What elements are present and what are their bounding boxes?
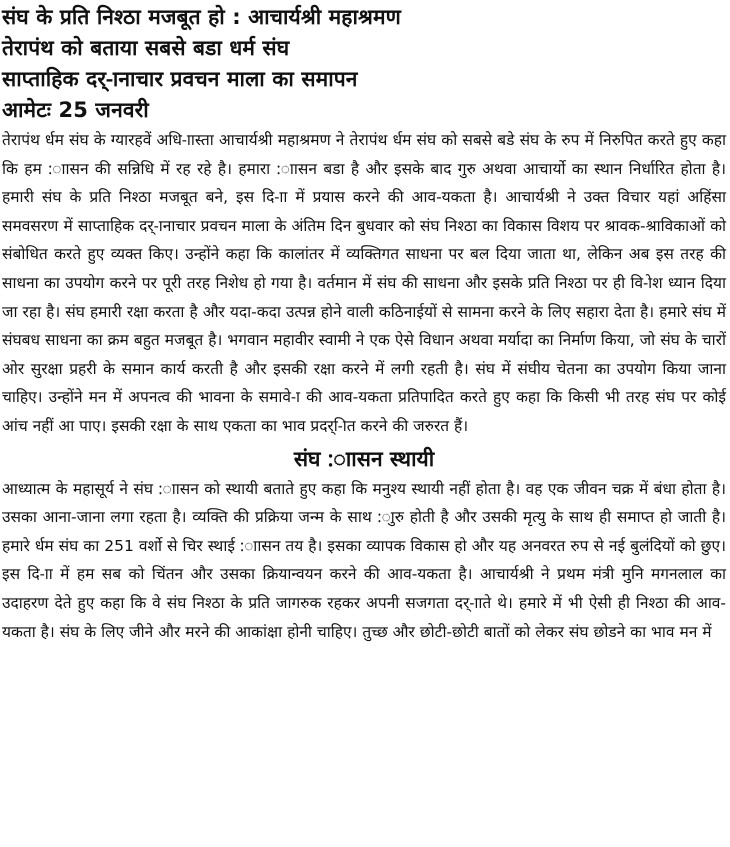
article-paragraph-1: तेरापंथ र्धम संघ के ग्यारहवें अधि-ाास्ता आचार्यश्री महाश्रमण ने तेरापंथ र्धम संघ को सबसे बडे संघ के रुप में निरुपित करते हुए कहा कि हम :ाासन की सन्निधि में रह रहे है। हमारा :ाासन बडा है और इसके बाद गुरु अथवा आचार्यो का स्थान निर्धारित होता है। हमारी संघ के प्रति निश्ठा मजबूत बने, इस दि-ाा में प्रयास करने की आव-यकता है। आचार्यश्री ने उक्त विचार यहां अहिंसा समवसरण में साप्ताहिक दर्-ानाचार प्रवचन माला के अंतिम दिन बुधवार को संघ निश्ठा का विकास विशय पर श्रावक-श्राविकाओं को संबोधित करते हुए व्यक्त किए। उन्होंने कहा कि कालांतर में व्यक्तिगत साधना पर बल दिया जाता था, लेकिन अब इस तरह की साधना का उपयोग करने पर पूरी तरह निशेध हो गया है। वर्तमान में संघ की साधना और इसके प्रति निश्ठा पर ही वि-ोश ध्यान दिया जा रहा है। संघ हमारी रक्षा करता है और यदा-कदा उत्पन्न होने वाली कठिनाईयों से सामना करने के लिए सहारा देता है। हमारे संघ में संघबध साधना का क्रम बहुत मजबूत है। भगवान महावीर स्वामी ने एक ऐसे विधान अथवा मर्यादा का निर्माण किया, जो संघ के चारों ओर सुरक्षा प्रहरी के समान कार्य करती है और इसकी रक्षा करने में लगी रहती है। संघ में संघीय चेतना का उपयोग किया जाना चाहिए। उन्होंने मन में अपनत्व की भावना के समावे-ा की आव-यकता प्रतिपादित करते हुए कहा कि किसी भी तरह संघ पर कोई आंच नहीं आ पाए। इसकी रक्षा के साथ एकता का भाव प्रदर्-ाित करने की जरुरत हैं। [2, 131, 726, 435]
headline-main: संघ के प्रति निश्ठा मजबूत हो : आचार्यश्री महाश्रमण [2, 5, 401, 29]
headline-sub-1: तेरापंथ को बताया सबसे बडा धर्म संघ [2, 36, 290, 60]
dateline: आमेटः 25 जनवरी [2, 98, 149, 122]
section-subheading: संघ :ाासन स्थायी [293, 446, 435, 471]
headline-sub-2: साप्ताहिक दर्-ानाचार प्रवचन माला का समापन [2, 67, 358, 91]
article-paragraph-2: आध्यात्म के महासूर्य ने संघ :ाासन को स्थायी बताते हुए कहा कि मनुश्य स्थायी नहीं होता है। वह एक जीवन चक्र में बंधा होता है। उसका आना-जाना लगा रहता है। व्यक्ति की प्रक्रिया जन्म के साथ :ाुरु होती है और उसकी मृत्यु के साथ ही समाप्त हो जाती है। हमारे र्धम संघ का 251 वर्शो से चिर स्थाई :ाासन तय है। इसका व्यापक विकास हो और यह अनवरत रुप से नई बुलंदियों को छुए। इस दि-ाा में हम सब को चिंतन और उसका क्रियान्वयन करने की आव-यकता है। आचार्यश्री ने प्रथम मंत्री मुनि मगनलाल का उदाहरण देते हुए कहा कि वे संघ निश्ठा के प्रति जागरुक रहकर अपनी सजगता दर्-ााते थे। हमारे में भी ऐसी ही निश्ठा की आव-यकता है। संघ के लिए जीने और मरने की आकांक्षा होनी चाहिए। तुच्छ और छोटी-छोटी बातों को लेकर संघ छोडने का भाव मन में [2, 479, 726, 641]
article [2, 0, 726, 646]
